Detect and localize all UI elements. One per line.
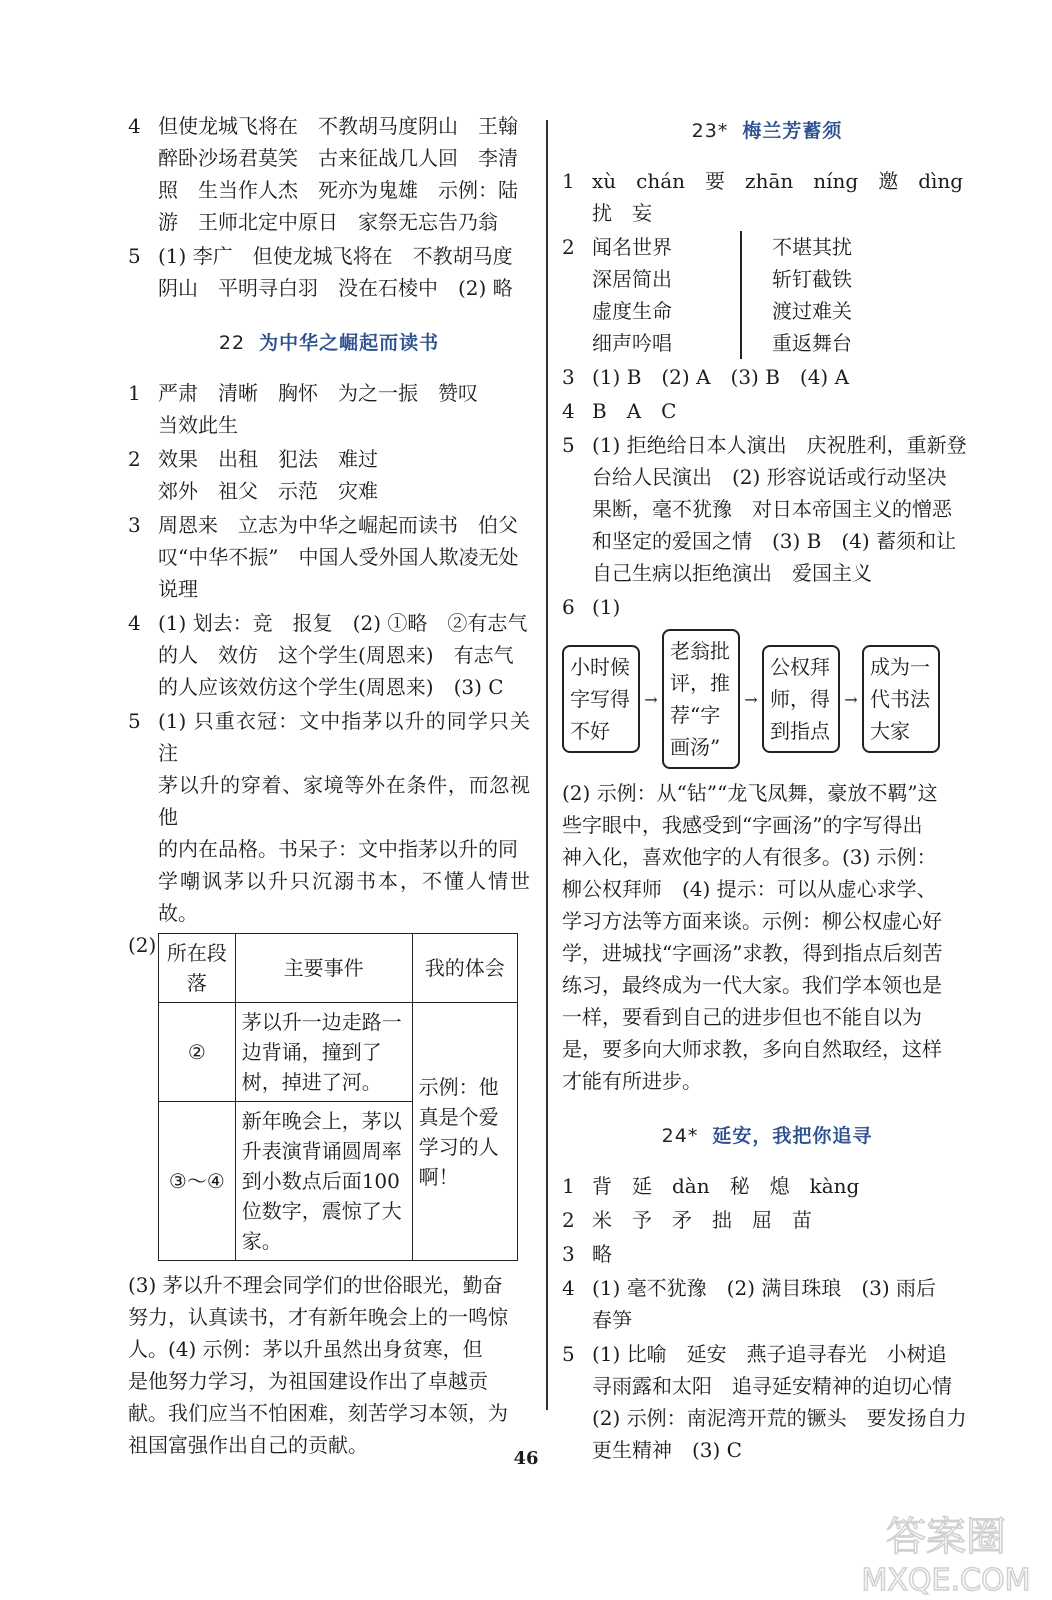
item-text <box>592 429 972 589</box>
item-text <box>158 377 530 441</box>
text-line: 不堪其扰 <box>772 235 852 259</box>
text-line: 练习，最终成为一代大家。我们学本领也是 <box>562 973 942 997</box>
text-line: 但使龙城飞将在 不教胡马度阴山 王翰 <box>158 114 518 138</box>
answer-item <box>128 705 530 929</box>
text-line: 虚度生命 <box>592 299 672 323</box>
answer-item <box>128 509 530 605</box>
text-line: 周恩来 立志为中华之崛起而读书 伯父 <box>158 513 518 537</box>
text-line: (1) 只重衣冠：文中指茅以升的同学只关注 <box>158 709 530 765</box>
text-line: (1) <box>592 595 621 619</box>
item-text <box>592 395 972 427</box>
item-text <box>592 1204 972 1236</box>
text-line: (1) 毫不犹豫 (2) 满目珠琅 (3) 雨后 <box>592 1276 937 1300</box>
item-text <box>158 509 530 605</box>
answer-item <box>128 240 530 304</box>
watermark-bottom: MXQE.COM <box>861 1563 1031 1596</box>
event-table <box>158 933 518 1261</box>
table-header: 所在段落 <box>159 934 236 1003</box>
flow-box: 公权拜师，得到指点 <box>762 645 840 753</box>
lesson-number: 24* <box>661 1125 699 1147</box>
text-line: 说理 <box>158 577 198 601</box>
item-number: 4 <box>562 1276 575 1300</box>
lesson-22-heading <box>128 328 530 355</box>
item-number: 5 <box>128 244 141 268</box>
item-number: 5 <box>128 709 141 733</box>
answer-item <box>562 1238 972 1270</box>
item-number: 4 <box>562 399 575 423</box>
item-number: 3 <box>128 513 141 537</box>
item-text <box>592 361 972 393</box>
text-line: 是，要多向大师求教，多向自然取经，这样 <box>562 1037 942 1061</box>
text-line: 祖国富强作出自己的贡献。 <box>128 1433 368 1457</box>
item-text <box>592 1338 972 1466</box>
item-number: 2 <box>562 1208 575 1232</box>
text-line: 的人 效仿 这个学生(周恩来) 有志气 <box>158 643 514 667</box>
text-line: 照 生当作人杰 死亦为鬼雄 示例：陆 <box>158 178 518 202</box>
item-number: 4 <box>128 611 141 635</box>
text-line: 努力，认真读书，才有新年晚会上的一鸣惊 <box>128 1305 508 1329</box>
text-line: 更生精神 (3) C <box>592 1438 742 1462</box>
lesson-23-heading <box>562 116 972 143</box>
item-number: 3 <box>562 1242 575 1266</box>
item-number: 1 <box>128 381 141 405</box>
answer-item <box>128 607 530 703</box>
item-text <box>158 240 530 304</box>
text-line: 柳公权拜师 (4) 提示：可以从虚心求学、 <box>562 877 937 901</box>
arrow-icon: → <box>644 689 658 709</box>
item-text <box>592 1272 972 1336</box>
text-line: 自己生病以拒绝演出 爱国主义 <box>592 561 872 585</box>
text-line: 米 予 矛 拙 屈 苗 <box>592 1208 812 1232</box>
text-line: (2) 示例：南泥湾开荒的镢头 要发扬自力 <box>592 1406 967 1430</box>
text-line: 的内在品格。书呆子：文中指茅以升的同 <box>158 837 518 861</box>
text-line: 些字眼中，我感受到“字画汤”的字写得出 <box>562 813 923 837</box>
table-cell: ② <box>159 1003 236 1102</box>
answer-item <box>128 377 530 441</box>
lesson-title: 梅兰芳蓄须 <box>742 120 843 142</box>
lesson-23-answers-b <box>562 361 972 623</box>
text-line: 细声吟唱 <box>592 331 672 355</box>
lesson-title: 延安，我把你追寻 <box>712 1125 873 1147</box>
lesson-23-tail <box>562 777 972 1097</box>
text-line: 阴山 平明寻白羽 没在石棱中 (2) 略 <box>158 276 513 300</box>
text-line: 是他努力学习，为祖国建设作出了卓越贡 <box>128 1369 488 1393</box>
item-number: 4 <box>128 114 141 138</box>
text-line: 严肃 清晰 胸怀 为之一振 赞叹 <box>158 381 478 405</box>
table-cell: 新年晚会上，茅以升表演背诵圆周率到小数点后面100位数字，震惊了大家。 <box>235 1102 412 1261</box>
text-line: 一样，要看到自己的进步但也不能自以为 <box>562 1005 922 1029</box>
lesson-title: 为中华之崛起而读书 <box>259 332 440 354</box>
text-line: 和坚定的爱国之情 (3) B (4) 蓄须和让 <box>592 529 957 553</box>
text-line: 春笋 <box>592 1308 632 1332</box>
item-text <box>592 591 972 623</box>
item-number: 5 <box>562 433 575 457</box>
item-text <box>158 607 530 703</box>
text-line: 学嘲讽茅以升只沉溺书本，不懂人情世故。 <box>158 869 530 925</box>
answer-item <box>128 110 530 238</box>
lesson-number: 22 <box>218 332 246 354</box>
text-line: 斩钉截铁 <box>772 267 852 291</box>
text-line: 叹“中华不振” 中国人受外国人欺凌无处 <box>158 545 519 569</box>
text-line: 游 王师北定中原日 家祭无忘告乃翁 <box>158 210 498 234</box>
text-line: 当效此生 <box>158 413 238 437</box>
matching-columns <box>592 231 852 359</box>
text-line: 献。我们应当不怕困难，刻苦学习本领，为 <box>128 1401 508 1425</box>
lesson-24-answers <box>562 1170 972 1466</box>
text-line: 茅以升的穿着、家境等外在条件，而忽视他 <box>158 773 530 829</box>
text-line: 背 延 dàn 秘 熄 kàng <box>592 1174 860 1198</box>
answer-item <box>562 395 972 427</box>
flow-box: 老翁批评，推荐“字画汤” <box>662 629 740 769</box>
answer-item <box>562 1204 972 1236</box>
text-line: 学习方法等方面来谈。示例：柳公权虚心好 <box>562 909 942 933</box>
text-line: 闻名世界 <box>592 235 672 259</box>
table-header-row <box>159 934 518 1003</box>
item-text <box>158 705 530 929</box>
event-table-block <box>128 933 530 1261</box>
table-header: 我的体会 <box>412 934 517 1003</box>
item-text <box>592 1170 972 1202</box>
answer-item <box>562 591 972 623</box>
text-line: 的人应该效仿这个学生(周恩来) (3) C <box>158 675 504 699</box>
text-line: (1) 拒绝给日本人演出 庆祝胜利，重新登 <box>592 433 967 457</box>
item-text <box>158 443 530 507</box>
answer-item <box>128 443 530 507</box>
items-top <box>128 110 530 304</box>
item-text <box>592 165 972 229</box>
matching-left <box>592 231 742 359</box>
text-line: 效果 出租 犯法 难过 <box>158 447 378 471</box>
text-line: 神入化，喜欢他字的人有很多。(3) 示例： <box>562 845 937 869</box>
text-line: 渡过难关 <box>772 299 852 323</box>
item-number: 5 <box>562 1342 575 1366</box>
lesson-24-heading <box>562 1121 972 1148</box>
right-column <box>562 110 972 1468</box>
answer-item <box>562 231 972 359</box>
lesson-23-answers-a <box>562 165 972 229</box>
text-line: 果断，毫不犹豫 对日本帝国主义的憎恶 <box>592 497 952 521</box>
table-cell: 茅以升一边走路一边背诵，撞到了树，掉进了河。 <box>235 1003 412 1102</box>
text-line: 郊外 祖父 示范 灾难 <box>158 479 378 503</box>
text-line: (2) 示例：从“钻”“龙飞凤舞，豪放不羁”这 <box>562 781 938 805</box>
item-text <box>592 1238 972 1270</box>
item-number: 1 <box>562 1174 575 1198</box>
item-number: 3 <box>562 365 575 389</box>
text-line: 略 <box>592 1242 612 1266</box>
watermark-logo <box>846 1506 1046 1596</box>
text-line: 扰 妄 <box>592 201 652 225</box>
text-line: 台给人民演出 (2) 形容说话或行动坚决 <box>592 465 947 489</box>
text-line: 人。(4) 示例：茅以升虽然出身贫寒，但 <box>128 1337 483 1361</box>
answer-item <box>562 1272 972 1336</box>
item-number: 1 <box>562 169 575 193</box>
answer-item <box>562 429 972 589</box>
lesson-22-answers <box>128 377 530 929</box>
table-header: 主要事件 <box>235 934 412 1003</box>
text-line: (3) 茅以升不理会同学们的世俗眼光，勤奋 <box>128 1273 503 1297</box>
text-line: 醉卧沙场君莫笑 古来征战几人回 李清 <box>158 146 518 170</box>
watermark-top: 答案圈 <box>886 1514 1006 1560</box>
item-number: 2 <box>128 447 141 471</box>
arrow-icon: → <box>744 689 758 709</box>
text-line: 学，进城找“字画汤”求教，得到指点后刻苦 <box>562 941 943 965</box>
flow-box: 小时候字写得不好 <box>562 645 640 753</box>
matching-right <box>742 231 852 359</box>
text-line: 深居简出 <box>592 267 672 291</box>
page-number: 46 <box>513 1448 539 1469</box>
arrow-icon: → <box>844 689 858 709</box>
text-line: 寻雨露和太阳 追寻延安精神的迫切心情 <box>592 1374 952 1398</box>
text-line: 重返舞台 <box>772 331 852 355</box>
answer-item <box>562 1170 972 1202</box>
answer-item <box>562 361 972 393</box>
lesson-22-tail <box>128 1269 530 1461</box>
table-label: (2) <box>128 933 157 957</box>
text-line: xù chán 要 zhān níng 邀 dìng <box>592 169 964 193</box>
text-line: 才能有所进步。 <box>562 1069 702 1093</box>
column-divider <box>546 120 548 1410</box>
table-cell: ③～④ <box>159 1102 236 1261</box>
text-line: (1) B (2) A (3) B (4) A <box>592 365 850 389</box>
answer-item <box>562 165 972 229</box>
table-row <box>159 1003 518 1102</box>
text-line: (1) 划去：竞 报复 (2) ①略 ②有志气 <box>158 611 528 635</box>
text-line: (1) 比喻 延安 燕子追寻春光 小树追 <box>592 1342 947 1366</box>
lesson-number: 23* <box>691 120 729 142</box>
text-line: (1) 李广 但使龙城飞将在 不教胡马度 <box>158 244 513 268</box>
answer-item <box>562 1338 972 1466</box>
left-column <box>128 110 530 1461</box>
table-cell: 示例：他真是个爱学习的人啊！ <box>412 1003 517 1261</box>
text-line: B A C <box>592 399 677 423</box>
flow-chart <box>562 629 972 769</box>
item-number: 2 <box>562 235 575 259</box>
item-number: 6 <box>562 595 575 619</box>
flow-box: 成为一代书法大家 <box>862 645 940 753</box>
item-text <box>158 110 530 238</box>
